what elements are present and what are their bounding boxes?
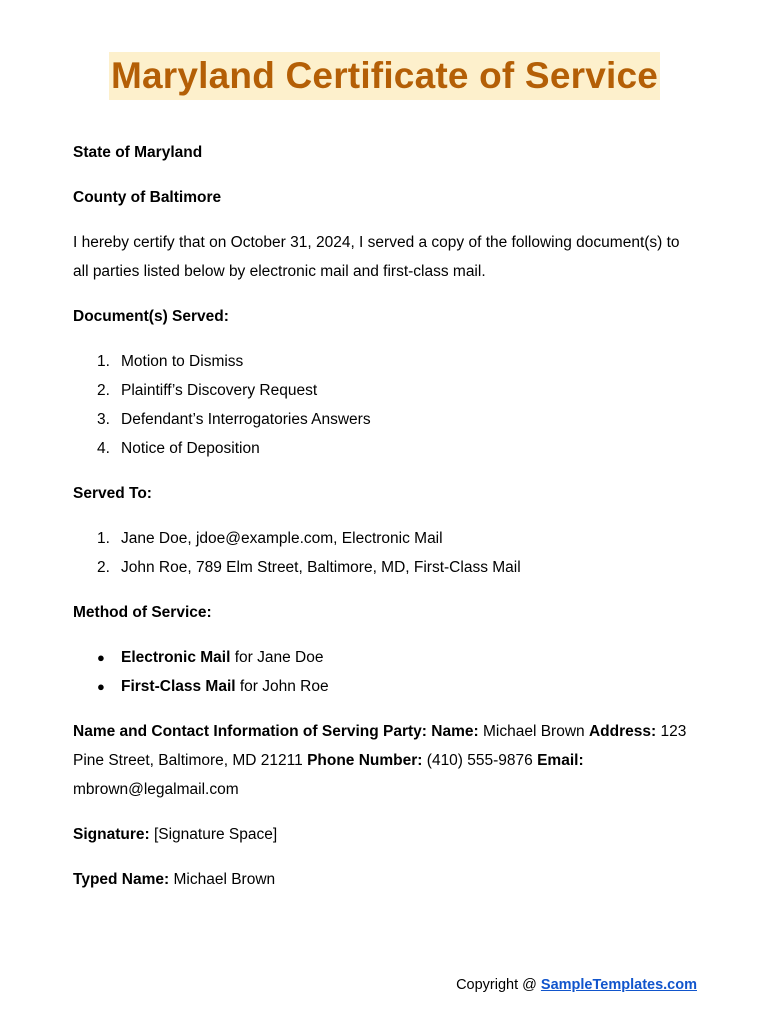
address-value: 123 Pine Street, Baltimore, MD 21211 bbox=[73, 723, 687, 769]
list-item bbox=[73, 643, 693, 672]
served-to-heading: Served To: bbox=[73, 485, 152, 502]
name-value: Michael Brown bbox=[482, 723, 585, 740]
list-item bbox=[73, 672, 693, 701]
list-item-text: John Roe, 789 Elm Street, Baltimore, MD, First-Class Mail bbox=[121, 559, 521, 576]
county-line: County of Baltimore bbox=[73, 189, 222, 206]
phone-label: Phone Number: bbox=[307, 752, 423, 769]
list-item-text: Notice of Deposition bbox=[121, 440, 260, 457]
email-value: mbrown@legalmail.com bbox=[73, 781, 239, 798]
served-to-list bbox=[73, 524, 693, 582]
method-label: Electronic Mail bbox=[121, 649, 231, 666]
documents-heading: Document(s) Served: bbox=[73, 308, 229, 325]
list-item bbox=[73, 376, 693, 405]
typed-name-label: Typed Name: bbox=[73, 871, 170, 888]
list-item-text: Jane Doe, jdoe@example.com, Electronic Mail bbox=[121, 530, 443, 547]
method-text: for Jane Doe bbox=[230, 649, 324, 666]
list-number: 4. bbox=[97, 440, 110, 457]
list-item bbox=[73, 553, 693, 582]
copyright-prefix: Copyright @ bbox=[456, 977, 541, 993]
list-number: 1. bbox=[97, 530, 110, 547]
document-body bbox=[73, 138, 693, 910]
list-number: 2. bbox=[97, 559, 110, 576]
list-number: 3. bbox=[97, 411, 110, 428]
list-item bbox=[73, 347, 693, 376]
state-line: State of Maryland bbox=[73, 144, 203, 161]
list-item-text: Motion to Dismiss bbox=[121, 353, 244, 370]
list-number: 2. bbox=[97, 382, 110, 399]
method-label: First-Class Mail bbox=[121, 678, 236, 695]
phone-value: (410) 555-9876 bbox=[426, 752, 533, 769]
contact-heading: Name and Contact Information of Serving Party: bbox=[73, 723, 427, 740]
typed-name-line bbox=[73, 865, 693, 894]
list-item bbox=[73, 434, 693, 463]
method-heading: Method of Service: bbox=[73, 604, 212, 621]
address-label: Address: bbox=[588, 723, 657, 740]
list-item-text: Plaintiff’s Discovery Request bbox=[121, 382, 318, 399]
list-item bbox=[73, 524, 693, 553]
name-label: Name: bbox=[431, 723, 479, 740]
list-number: 1. bbox=[97, 353, 110, 370]
list-item bbox=[73, 405, 693, 434]
typed-name-value: Michael Brown bbox=[173, 871, 276, 888]
bullet-icon: ● bbox=[97, 679, 105, 694]
certify-paragraph: I hereby certify that on October 31, 2024, I served a copy of the following document(s) to all parties listed below by electronic mail and first-class mail. bbox=[73, 234, 680, 280]
list-item-text: Defendant’s Interrogatories Answers bbox=[121, 411, 371, 428]
sampletemplates-link[interactable]: SampleTemplates.com bbox=[540, 977, 697, 993]
signature-label: Signature: bbox=[73, 826, 150, 843]
signature-value: [Signature Space] bbox=[153, 826, 278, 843]
documents-list bbox=[73, 347, 693, 463]
document-title: Maryland Certificate of Service bbox=[109, 52, 660, 100]
bullet-icon: ● bbox=[97, 650, 105, 665]
method-text: for John Roe bbox=[235, 678, 329, 695]
contact-paragraph bbox=[73, 717, 693, 804]
signature-line bbox=[73, 820, 693, 849]
copyright-footer bbox=[456, 975, 697, 995]
method-list bbox=[73, 643, 693, 701]
email-label: Email: bbox=[537, 752, 584, 769]
title-wrap bbox=[0, 52, 769, 100]
